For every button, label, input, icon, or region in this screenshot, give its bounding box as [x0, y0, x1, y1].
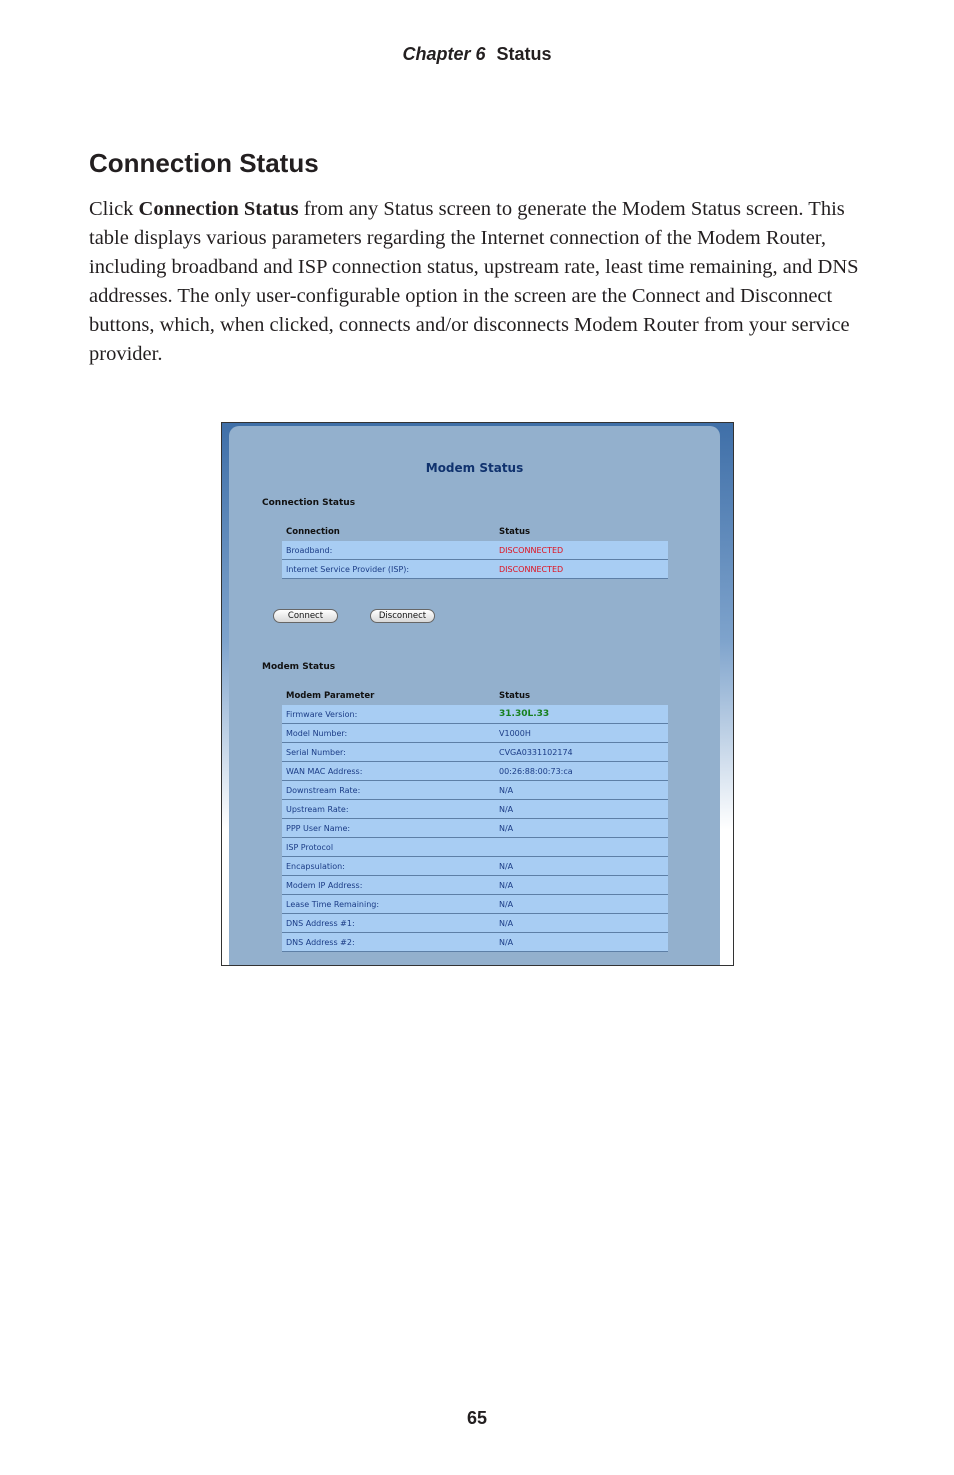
- row-label: DNS Address #1:: [286, 918, 355, 928]
- running-head: [0, 44, 954, 65]
- connection-status-heading: Connection Status: [262, 498, 356, 508]
- table-row: [282, 541, 668, 560]
- disconnect-button[interactable]: Disconnect: [370, 609, 435, 623]
- row-label: Firmware Version:: [286, 709, 358, 719]
- row-label: Modem IP Address:: [286, 880, 363, 890]
- table-row: [282, 838, 668, 857]
- row-value: 00:26:88:00:73:ca: [499, 766, 573, 776]
- table-row: [282, 895, 668, 914]
- body-text-start: Click: [89, 198, 139, 220]
- row-value: N/A: [499, 785, 514, 795]
- body-text-bold: Connection Status: [138, 198, 299, 220]
- running-head-chapter: Chapter 6: [402, 44, 486, 64]
- row-label: Downstream Rate:: [286, 785, 361, 795]
- status-col-header: Status: [499, 527, 531, 537]
- running-head-section: Status: [496, 44, 552, 64]
- row-value: N/A: [499, 861, 514, 871]
- table-row: [282, 705, 668, 724]
- modem-status-title: Modem Status: [425, 461, 524, 475]
- row-label: Internet Service Provider (ISP):: [286, 564, 410, 574]
- modem-parameter-col-header: Modem Parameter: [286, 691, 375, 701]
- connect-button[interactable]: Connect: [273, 609, 338, 623]
- row-value: 31.30L.33: [499, 709, 550, 719]
- row-value: DISCONNECTED: [499, 545, 564, 555]
- row-label: WAN MAC Address:: [286, 766, 363, 776]
- table-row: [282, 914, 668, 933]
- modem-status-screenshot: [221, 422, 734, 966]
- modem-status-col-header: Status: [499, 691, 531, 701]
- connection-table: [282, 523, 668, 579]
- table-row: [282, 819, 668, 838]
- row-label: Encapsulation:: [286, 861, 345, 871]
- row-label: Serial Number:: [286, 747, 346, 757]
- table-row: [282, 933, 668, 952]
- table-row: [282, 857, 668, 876]
- row-value: N/A: [499, 804, 514, 814]
- modem-table-header: [282, 687, 668, 705]
- section-title: Connection Status: [89, 148, 319, 178]
- modem-table: [282, 687, 668, 952]
- row-label: ISP Protocol: [286, 842, 334, 852]
- table-row: [282, 876, 668, 895]
- row-value: N/A: [499, 937, 514, 947]
- table-row: [282, 781, 668, 800]
- table-row: [282, 800, 668, 819]
- connection-table-header: [282, 523, 668, 541]
- row-value: N/A: [499, 823, 514, 833]
- row-value: CVGA0331102174: [499, 747, 573, 757]
- row-value: N/A: [499, 899, 514, 909]
- row-value: N/A: [499, 880, 514, 890]
- row-label: Model Number:: [286, 728, 348, 738]
- body-paragraph: [89, 195, 879, 369]
- row-label: Broadband:: [286, 545, 333, 555]
- modem-status-heading: Modem Status: [262, 662, 336, 672]
- row-value: DISCONNECTED: [499, 564, 564, 574]
- row-value: V1000H: [499, 728, 531, 738]
- table-row: [282, 724, 668, 743]
- row-label: PPP User Name:: [286, 823, 351, 833]
- connection-col-header: Connection: [286, 527, 340, 537]
- page-number: 65: [466, 1408, 488, 1428]
- row-label: Lease Time Remaining:: [286, 899, 380, 909]
- table-row: [282, 762, 668, 781]
- table-row: [282, 743, 668, 762]
- table-row: [282, 560, 668, 579]
- modem-status-panel: [229, 426, 720, 966]
- row-label: DNS Address #2:: [286, 937, 355, 947]
- row-label: Upstream Rate:: [286, 804, 349, 814]
- body-text-rest: from any Status screen to generate the Modem Status screen. This table displays various parameters regarding the Internet connection of the Modem Router, including broadband and ISP connection status, upstream rate, least time remaining, and DNS addresses. The only user-configurable option in the screen are the Connect and Disconnect buttons, which, when clicked, connects and/or disconnects Modem Router from your service provider.: [89, 198, 859, 365]
- row-value: N/A: [499, 918, 514, 928]
